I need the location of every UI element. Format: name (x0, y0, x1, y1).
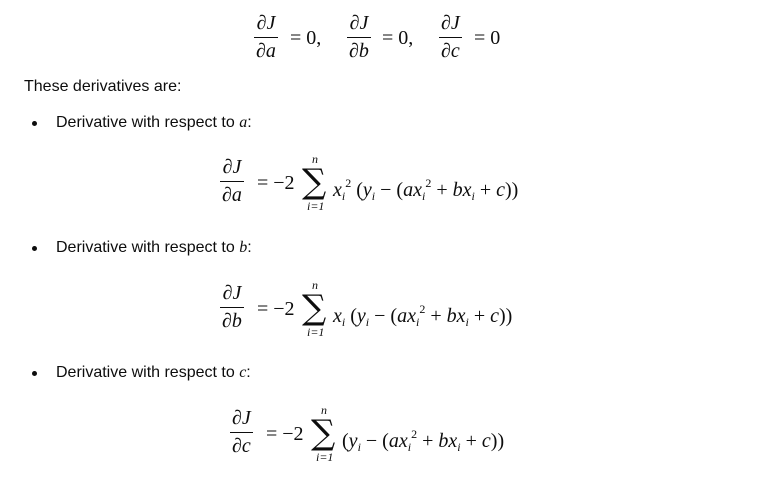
equals-zero-c: = 0 (474, 27, 501, 49)
intro-text: These derivatives are: (24, 78, 182, 95)
item-label-text: Derivative with respect to (56, 239, 235, 256)
fraction-bar (439, 37, 462, 38)
fraction-bar (220, 181, 244, 182)
item-a-fraction (220, 156, 244, 206)
fraction-numerator: ∂J (222, 282, 242, 304)
item-c-lhs: = −2 (266, 423, 304, 445)
fraction-numerator: ∂J (222, 156, 242, 178)
bullet-a (32, 121, 37, 126)
item-b-fraction (220, 282, 244, 332)
summation-sign: ∑ (302, 162, 327, 202)
item-c-label (56, 363, 251, 383)
fraction-numerator: ∂J (232, 407, 251, 429)
sum-lower-limit: i=1 (307, 325, 325, 339)
fraction-denominator: ∂c (441, 40, 460, 63)
bullet-b (32, 246, 37, 251)
item-a-rest: $x_i^2$ $(y_i - (ax_i^2 + bx_i + c))$ (333, 176, 519, 203)
item-label-text: Derivative with respect to (56, 364, 235, 381)
fraction-bar (254, 37, 278, 38)
item-c-rest: $(y_i - (ax_i^2 + bx_i + c))$ (342, 427, 505, 454)
bullet-c (32, 371, 37, 376)
dJ-da-fraction (254, 12, 278, 62)
fraction-numerator: ∂J (441, 12, 460, 34)
item-b-rest: $x_i$ $(y_i - (ax_i^2 + bx_i + c))$ (333, 302, 513, 329)
item-a-lhs: = −2 (257, 172, 295, 194)
sum-upper-limit: n (312, 278, 318, 292)
fraction-denominator: ∂a (256, 40, 276, 63)
item-b-label (56, 238, 252, 258)
fraction-numerator: ∂J (256, 12, 276, 34)
fraction-numerator: ∂J (349, 12, 369, 34)
colon: : (247, 114, 252, 131)
sum-lower-limit: i=1 (307, 199, 325, 213)
item-variable: b (239, 239, 248, 256)
summation-sign: ∑ (302, 288, 327, 328)
fraction-denominator: ∂a (222, 184, 242, 207)
summation-sign: ∑ (311, 413, 336, 453)
fraction-bar (220, 307, 244, 308)
item-a-label (56, 113, 252, 133)
fraction-denominator: ∂b (222, 310, 242, 333)
fraction-denominator: ∂c (232, 435, 251, 458)
item-label-text: Derivative with respect to (56, 114, 235, 131)
dJ-dc-fraction (439, 12, 462, 62)
dJ-db-fraction (347, 12, 371, 62)
colon: : (247, 239, 252, 256)
fraction-denominator: ∂b (349, 40, 369, 63)
sum-upper-limit: n (312, 152, 318, 166)
item-b-lhs: = −2 (257, 298, 295, 320)
fraction-bar (347, 37, 371, 38)
fraction-bar (230, 432, 253, 433)
item-c-fraction (230, 407, 253, 457)
colon: : (246, 364, 251, 381)
sum-lower-limit: i=1 (316, 450, 334, 464)
equals-zero-a: = 0, (290, 27, 322, 49)
item-variable: a (239, 114, 248, 131)
equals-zero-b: = 0, (382, 27, 414, 49)
item-variable: c (239, 364, 247, 381)
sum-upper-limit: n (321, 403, 327, 417)
